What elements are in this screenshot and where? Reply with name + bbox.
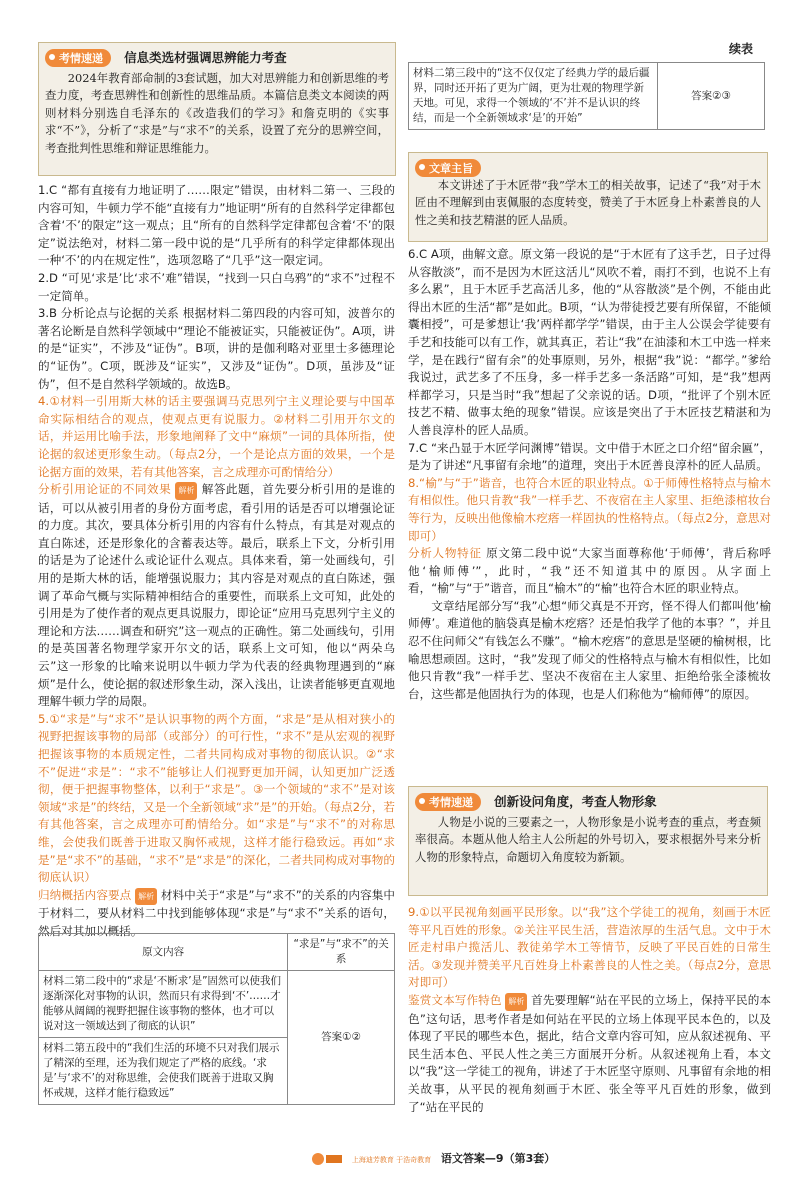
method-label-q9: 鉴赏文本写作特色 bbox=[408, 992, 502, 1007]
table-answer: 答案①② bbox=[288, 971, 395, 1105]
page-footer bbox=[310, 1150, 555, 1167]
analysis-q8-cont: 文章结尾部分写“我”心想“师父真是不开窍，怪不得人们都叫他‘榆师傅’。难道他的脑袋真是榆木疙瘩？还是怕我学了他的本事？”，并且忍不住问师父“有钱怎么不赚”。“榆木疙瘩”的意思是坚硬的榆树根，比喻思想顽固。这时，“我”发现了师父的性格特点与榆木有相似性，比如他只肯教“我”一样手艺、坚决不夜宿在主人家里、拒绝给张全漆梳妆台，这些都是他固执行为的体现，也是人们称他为“榆师傅”的原因。 bbox=[408, 598, 771, 701]
table-header-content: 原文内容 bbox=[39, 934, 288, 971]
publisher-logo-text: 上海迪芳教育 于浩奇教育 bbox=[351, 1156, 432, 1164]
answer-q9-main: 9.①以平民视角刻画平民形象。以“我”这个学徒工的视角，刻画于木匠等平凡百姓的形象。②关注平民生活，营造浓厚的生活气息。文中于木匠走村串户揽活儿、教徒弟学木工等情节，反映了平民百姓的日常生活。③发现并赞美平凡百姓身上朴素善良的人性之美。（每点2分，意思对即可） bbox=[408, 905, 771, 990]
exam-trend-tag: 考情速递 bbox=[45, 49, 111, 67]
box-text: 2024年教育部命制的3套试题，加大对思辨能力和创新思维的考查力度，考查思辨性和创新性的思维品质。本篇信息类文本阅读的两则材料分别选自毛泽东的《改造我们的学习》和詹克明的《实事求“不”》，分析了“求是”与“求不”的关系，设置了充分的思辨空间，考查批判性思维和辩证思维能力。 bbox=[45, 71, 389, 155]
answer-q2: 2.D “可见‘求是’比‘求不’难”错误，“找到一只白乌鸦”的“求不”过程不一定简单。 bbox=[38, 270, 395, 303]
exam-trend-box-2 bbox=[408, 786, 768, 896]
analysis-q4: 解答此题，首先要分析引用的是谁的话，可以从被引用者的身份方面考虑，看引用的话是否可以增强论证的力度。其次，要具体分析引用的内容有什么特点，有其是对观点的直白陈述，还是形象化的含蓄表达等。最后，联系上下文，分析引用的话是为了论述什么或论证什么观点。具体来看，第一处画线句，引用的是斯大林的话，能增强说服力；其内容是对观点的直白陈述，强调了革命气概与实际精神相结合的重要性，而联系上文可知，此处的引用是为了使作者的观点更具说服力，即论证“应用马克思列宁主义的理论和方法……调查和研究”这一观点的正确性。第二处画线句，引用的是英国著名物理学家开尔文的话，联系上文可知，他以“两朵乌云”这一形象的比喻来说明以牛顿力学为代表的经典物理遇到的“麻烦”是什么，使论据的叙述形象生动，深入浅出，让读者能够更直观地理解牛顿力学的局限。 bbox=[38, 482, 396, 709]
method-label-q8: 分析人物特征 bbox=[408, 546, 482, 561]
theme-box bbox=[408, 152, 768, 242]
box-title: 信息类选材强调思辨能力考查 bbox=[124, 50, 287, 65]
answers-block-left bbox=[38, 182, 395, 941]
analysis-icon: 解析 bbox=[175, 482, 197, 500]
answers-block-right bbox=[408, 246, 771, 703]
answer-q8-main: 8.“榆”与“于”谐音，也符合木匠的职业特点。①于师傅性格特点与榆木有相似性。他只肯教“我”一样手艺、不夜宿在主人家里、拒绝漆棺妆台等行为，反映出他像榆木疙瘩一样固执的性格特点。（每点2分，意思对即可） bbox=[408, 475, 771, 543]
table-cell: 材料二第五段中的“我们生活的环境不只对我们展示了精深的至理，还为我们规定了严格的底线。‘求是’与‘求不’的对称思维，会使我们既善于进取又胸怀戒规，这样才能行稳致远” bbox=[39, 1038, 288, 1105]
analysis-q9: 首先要理解“站在平民的立场上，保持平民的本色”这句话，思考作者是如何站在平民的立场上体现平民本色的，以及体现了平民的哪些本色，据此，结合文章内容可知，应从叙述视角、平民生活本色、平民人性之美三方面展开分析。从叙述视角上看，本文以“我”这一学徒工的视角，讲述了于木匠坚守原则、凡事留有余地的相关故事，从平民的视角刻画于木匠、张全等平凡百姓的形象，做到了“站在平民的 bbox=[408, 992, 772, 1114]
method-label-q5: 归纳概括内容要点 bbox=[38, 887, 132, 902]
page-number: 语文答案—9（第3套） bbox=[440, 1152, 556, 1165]
answer-q5-main: 5.①“求是”与“求不”是认识事物的两个方面，“求是”是从相对狭小的视野把握该事物的局部（或部分）的可行性，“求不”是从宏观的视野把握该事物的本质规定性，二者共同构成对事物的彻底认识。②“求不”促进“求是”：“求不”能够让人们视野更加开阔，认知更加广泛透彻，便于把握事物整体，以利于“求是”。③一个领域的“求不”是对该领域“求是”的终结，又是一个全新领域“求”是”的开始。（每点2分，若有其他答案，言之成理亦可酌情给分。如“求是”与“求不”的对称思维，会使我们既善于进取又胸怀戒规，这样才能行稳致远。再如“求是”是“求不”的基础，“求不”是“求是”的深化，二者共同构成对事物的彻底认识） bbox=[38, 711, 395, 885]
table-header-relation: “求是”与“求不”的关系 bbox=[288, 934, 395, 971]
answer-q1: 1.C “都有直接有力地证明了……限定”错误，由材料二第一、三段的内容可知，牛顿力学不能“直接有力”地证明“所有的自然科学定律都包含着‘不’的限定”这一观点；且“所有的自然科学定律都包含着‘不’的限定”说法绝对，材料二第一段中说的是“几乎所有的科学定律都体现出一种‘不’的内在规定性”，选项忽略了“几乎”这一限定词。 bbox=[38, 183, 395, 268]
table-cell: 材料二第二段中的“求是‘不断求’是”固然可以使我们逐渐深化对事物的认识，然而只有求得到‘不’……才能够从阔阔的视野把握住该事物的整体，也才可以说对这一领域达到了彻底的认识” bbox=[39, 971, 288, 1038]
table-cell: 材料二第三段中的“这不仅仅定了经典力学的最后疆界，同时还开拓了更为广阔，更为壮观的物理学新天地。可见，求得一个领域的‘不’并不是认识的终结，而是一个全新领域求‘是’的开始” bbox=[409, 63, 658, 130]
theme-tag: 文章主旨 bbox=[415, 159, 481, 177]
analysis-icon: 解析 bbox=[135, 888, 157, 906]
theme-text: 本文讲述了于木匠带“我”学木工的相关故事，记述了“我”对于木匠由不理解到由衷佩服的态度转变，赞美了于木匠身上朴素善良的人性之美和技艺精湛的匠人品质。 bbox=[415, 178, 761, 227]
answer-q6: 6.C A项，曲解文意。原文第一段说的是“于木匠有了这手艺，日子过得从容散淡”，而不是因为木匠这活儿“风吹不着，雨打不到，也说不上有多么累”，且于木匠手艺高活儿多，他的“从容散淡”是个例，不能由此得出木匠的生活“都”是如此。B项，“认为带徒授艺要有所保留，不能倾囊相授”，可是爹想让‘我’两样都学学”错误，由于主人公误会学徒要有手艺和技能可以有工作，就其真正，若让“我”在油漆和木工中选一样来学，是在践行“留有余”的处事原则，另外，根据“我”说：“都学。”爹给我说过，武艺多了不压身，多一样手艺多一条活路”可知，是“我”想两样都学习，只是当时“我”想起了父亲说的话。D项，“批评了个别木匠技艺不精、做事太绝的现象”错误。应该是突出了于木匠技艺精湛和为人善良淳朴的匠人品质。 bbox=[408, 247, 771, 437]
answers-block-right-2 bbox=[408, 904, 771, 1116]
continued-label: 续表 bbox=[728, 42, 753, 56]
exam-trend-tag: 考情速递 bbox=[415, 793, 481, 811]
analysis-q5: 材料中关于“求是”与“求不”的关系的内容集中于材料二，要从材料二中找到能够体现“求是”与“求不”关系的语句，然后对其加以概括。 bbox=[38, 887, 396, 938]
box-text: 人物是小说的三要素之一，人物形象是小说考查的重点，考查频率很高。本题从他人给主人公所起的外号切入，要求根据外号来分析人物的形象特点，命题切入角度较为新颖。 bbox=[415, 815, 761, 864]
relation-table-continued bbox=[408, 62, 765, 130]
box-title: 创新设问角度，考查人物形象 bbox=[494, 794, 657, 809]
relation-table bbox=[38, 933, 395, 1105]
analysis-q8: 原文第二段中说“大家当面尊称他‘于师傅’，背后称呼他‘榆师傅’”，此时，“我”还不知道其中的原因。从字面上看，“榆”与“于”谐音，而且“榆木”的“榆”也符合木匠的职业特点。 bbox=[408, 546, 771, 596]
answer-q7: 7.C “来凸显于木匠学问渊博”错误。文中借于木匠之口介绍“留余匾”，是为了讲述“凡事留有余地”的道理，突出于木匠善良淳朴的匠人品质。 bbox=[408, 440, 771, 473]
analysis-icon: 解析 bbox=[505, 993, 527, 1011]
exam-trend-box-1 bbox=[38, 42, 396, 176]
answer-q4-main: 4.①材料一引用斯大林的话主要强调马克思列宁主义理论要与中国革命实际相结合的观点，使观点更有说服力。②材料二引用开尔文的话，并运用比喻手法，形象地阐释了文中“麻烦”一词的具体所指，使论据的叙述更形象生动。（每点2分，一个是论点方面的效果，一个是论据方面的效果，若有其他答案，言之成理亦可酌情给分） bbox=[38, 394, 395, 479]
publisher-logo-icon bbox=[310, 1151, 344, 1167]
answer-q3: 3.B 分析论点与论据的关系 根据材料二第四段的内容可知，波普尔的著名论断是自然科学领域中“理论不能被证实，只能被证伪”。A项，讲的是“证实”，不涉及“证伪”。B项，讲的是伽利略对亚里士多德理论的“证伪”。C项，既涉及“证实”，又涉及“证伪”。D项，虽涉及“证伪”，但不是自然科学领域的。故选B。 bbox=[38, 306, 395, 391]
method-label-q4: 分析引用论证的不同效果 bbox=[38, 482, 172, 497]
table-answer: 答案②③ bbox=[658, 63, 765, 130]
